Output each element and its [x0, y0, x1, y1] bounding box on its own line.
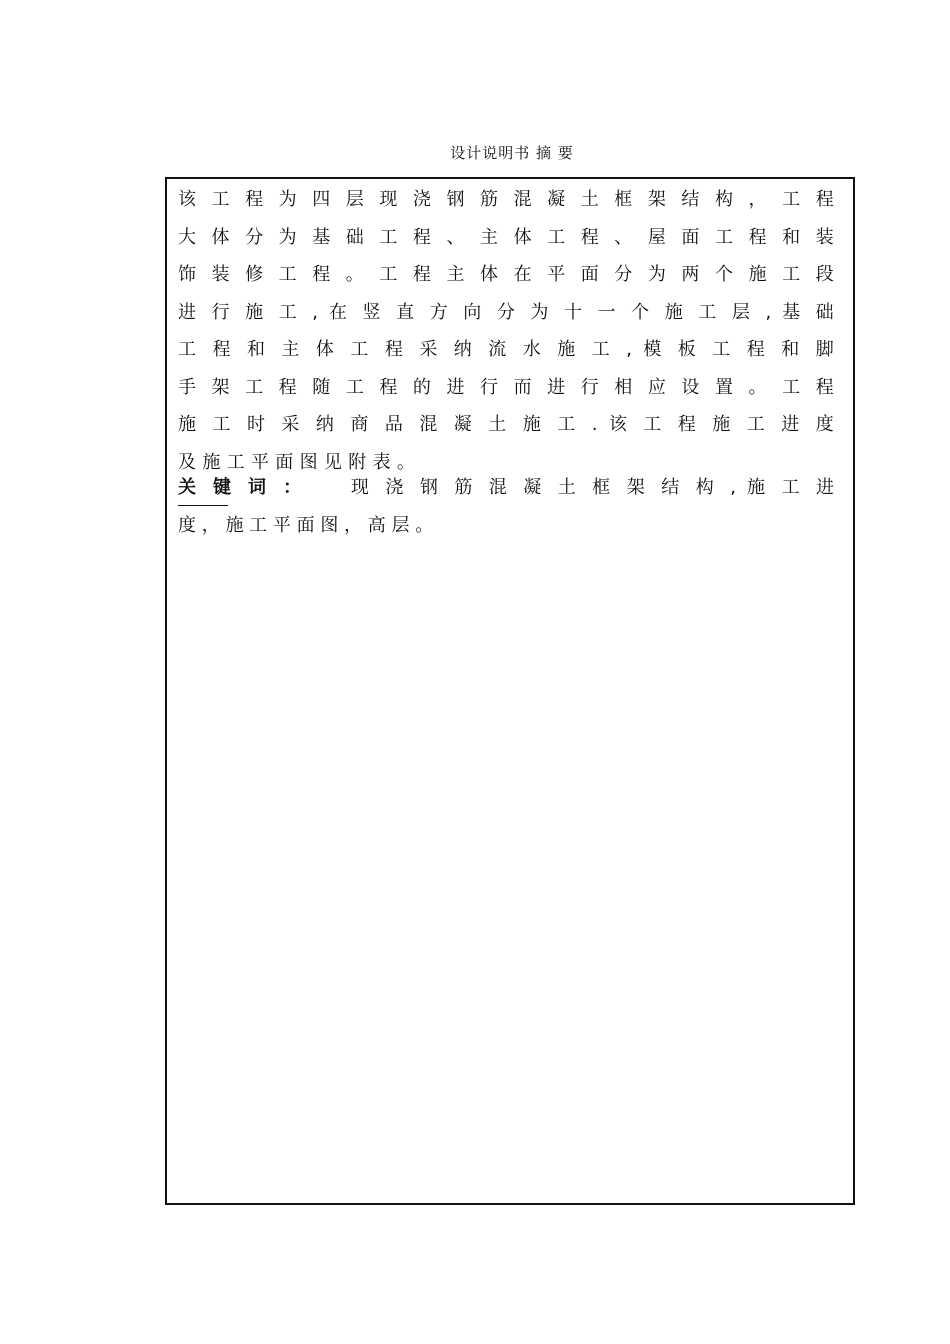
keywords-label: 关 键 词 ： [178, 477, 307, 498]
keywords-line [178, 469, 834, 507]
keywords-line: 度 ， 施 工 平 面 图 ， 高 层 。 [178, 514, 434, 536]
page-title: 设计说明书 摘 要 [450, 144, 574, 162]
abstract-line: 进 行 施 工 , 在 竖 直 方 向 分 为 十 一 个 施 工 层 , 基 础 [178, 301, 834, 323]
abstract-line: 手 架 工 程 随 工 程 的 进 行 而 进 行 相 应 设 置 。 工 程 [178, 376, 834, 398]
abstract-line: 及 施 工 平 面 图 见 附 表 。 [178, 451, 416, 473]
keywords-section [178, 469, 834, 544]
keywords-text: 现 浇 钢 筋 混 凝 土 框 架 结 构 , 施 工 进 [350, 477, 834, 498]
abstract-line: 大 体 分 为 基 础 工 程 、 主 体 工 程 、 屋 面 工 程 和 装 [178, 226, 834, 248]
abstract-paragraph [178, 181, 834, 481]
abstract-line: 施 工 时 采 纳 商 品 混 凝 土 施 工 . 该 工 程 施 工 进 度 [178, 414, 834, 435]
abstract-line: 饰 装 修 工 程 。 工 程 主 体 在 平 面 分 为 两 个 施 工 段 [178, 264, 834, 285]
abstract-line: 工 程 和 主 体 工 程 采 纳 流 水 施 工 , 模 板 工 程 和 脚 [178, 339, 834, 360]
abstract-line: 该 工 程 为 四 层 现 浇 钢 筋 混 凝 土 框 架 结 构 ， 工 程 [178, 189, 834, 210]
keywords-underline [178, 505, 228, 506]
